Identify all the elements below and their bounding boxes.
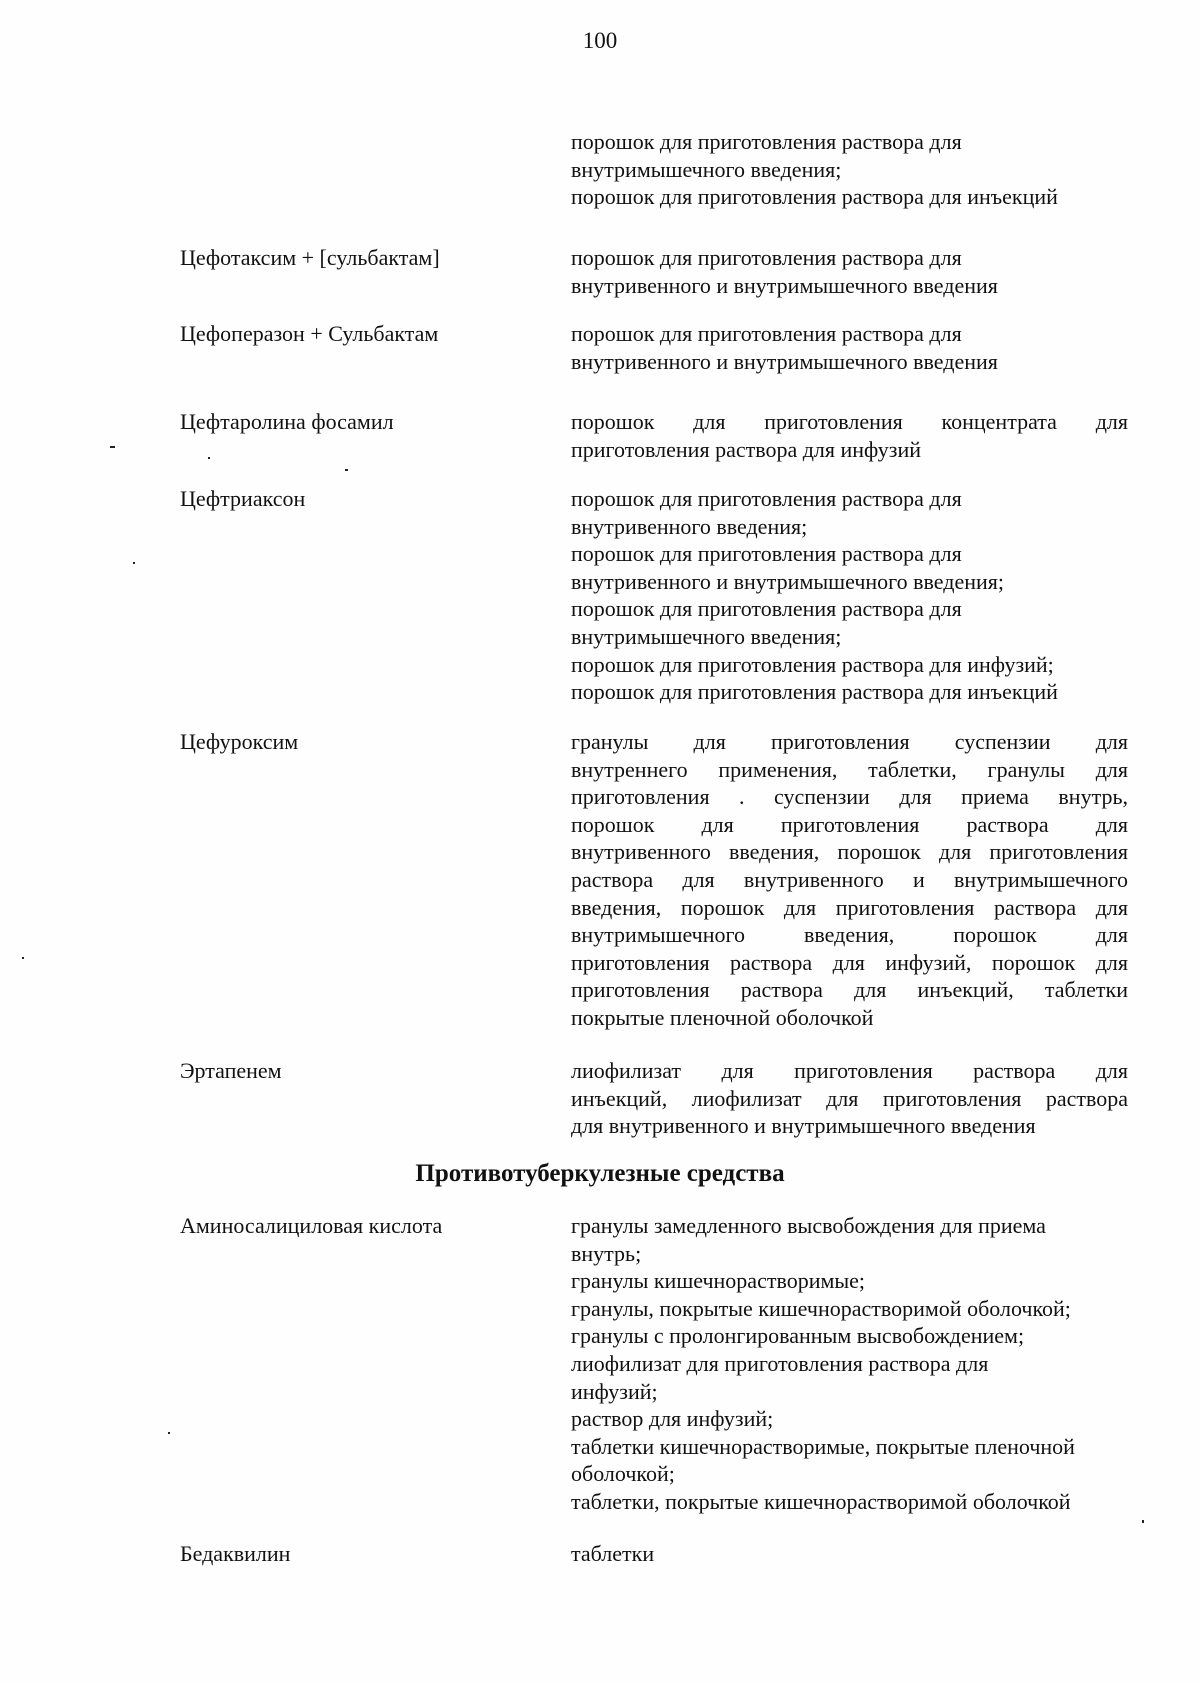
- scan-speck: [1142, 1520, 1144, 1523]
- form-line: лиофилизат для приготовления раствора для: [571, 1058, 1128, 1083]
- scan-speck: [133, 562, 135, 564]
- form-line: раствора для внутривенного и внутримышечного: [571, 866, 1128, 892]
- form-line: порошок для приготовления раствора для: [571, 811, 1128, 837]
- form-line: гранулы замедленного высвобождения для приема: [571, 1213, 1046, 1238]
- drug-name: Эртапенем: [180, 1058, 282, 1083]
- drug-name: Цефуроксим: [180, 729, 299, 754]
- scan-speck: [110, 446, 115, 448]
- form-line: таблетки: [571, 1541, 655, 1566]
- form-line: приготовления раствора для инъекций, таблетки: [571, 977, 1128, 1003]
- dosage-forms: [571, 128, 1128, 211]
- form-line: инъекций, лиофилизат для приготовления раствора: [571, 1085, 1128, 1111]
- form-line: введения, порошок для приготовления раствора для: [571, 894, 1128, 920]
- dosage-forms: [571, 244, 1128, 299]
- form-line: внутримышечного введения, порошок для: [571, 922, 1128, 948]
- scan-speck: [208, 457, 210, 459]
- form-line: внутримышечного введения;: [571, 156, 842, 182]
- form-line: для внутривенного и внутримышечного введения: [571, 1113, 1036, 1139]
- drug-name: Аминосалициловая кислота: [180, 1213, 443, 1238]
- form-line: внутривенного и внутримышечного введения: [571, 348, 998, 374]
- form-line: порошок для приготовления раствора для: [571, 541, 962, 567]
- form-line: приготовления раствора для инфузий, порошок для: [571, 949, 1128, 975]
- drug-name: Цефоперазон + Сульбактам: [180, 321, 439, 346]
- drug-name: Цефотаксим + [сульбактам]: [180, 245, 440, 270]
- drug-name: Цефтаролина фосамил: [180, 409, 394, 434]
- form-line: порошок для приготовления раствора для: [571, 321, 962, 346]
- form-line: лиофилизат для приготовления раствора для: [571, 1350, 989, 1376]
- dosage-forms: [571, 320, 1128, 375]
- form-line: внутривенного введения;: [571, 513, 808, 539]
- dosage-forms: [571, 485, 1128, 706]
- form-line: гранулы, покрытые кишечнорастворимой оболочкой;: [571, 1295, 1071, 1321]
- form-line: гранулы кишечнорастворимые;: [571, 1268, 866, 1294]
- dosage-forms: [571, 408, 1128, 463]
- form-line: порошок для приготовления концентрата для: [571, 409, 1128, 434]
- form-line: порошок для приготовления раствора для инфузий;: [571, 651, 1054, 677]
- scan-speck: [168, 1432, 170, 1434]
- form-line: порошок для приготовления раствора для: [571, 129, 962, 154]
- form-line: порошок для приготовления раствора для: [571, 245, 962, 270]
- dosage-forms: [571, 1057, 1128, 1140]
- form-line: инфузий;: [571, 1378, 658, 1404]
- form-line: внутримышечного введения;: [571, 623, 842, 649]
- form-line: таблетки кишечнорастворимые, покрытые пленочной: [571, 1433, 1075, 1459]
- form-line: приготовления раствора для инфузий: [571, 436, 921, 462]
- scan-speck: [22, 957, 24, 959]
- dosage-forms: [571, 1212, 1128, 1516]
- form-line: внутривенного и внутримышечного введения: [571, 272, 998, 298]
- form-line: внутривенного введения, порошок для приготовления: [571, 839, 1128, 865]
- form-line: гранулы для приготовления суспензии для: [571, 729, 1128, 754]
- section-heading: Противотуберкулезные средства: [415, 1160, 785, 1187]
- form-line: гранулы с пролонгированным высвобождением;: [571, 1323, 1025, 1349]
- page-number: 100: [582, 28, 618, 53]
- form-line: порошок для приготовления раствора для инъекций: [571, 679, 1058, 705]
- form-line: внутривенного и внутримышечного введения;: [571, 568, 1004, 594]
- form-line: порошок для приготовления раствора для: [571, 486, 962, 511]
- form-line: внутреннего применения, таблетки, гранулы для: [571, 756, 1128, 782]
- dosage-forms: [571, 1540, 1128, 1568]
- form-line: порошок для приготовления раствора для: [571, 596, 962, 622]
- drug-name: Цефтриаксон: [180, 486, 306, 511]
- form-line: порошок для приготовления раствора для инъекций: [571, 184, 1058, 210]
- scan-speck: [345, 469, 348, 471]
- form-line: приготовления . суспензии для приема внутрь,: [571, 784, 1128, 810]
- dosage-forms: [571, 728, 1128, 1032]
- drug-name: Бедаквилин: [180, 1541, 291, 1566]
- form-line: раствор для инфузий;: [571, 1406, 774, 1432]
- form-line: оболочкой;: [571, 1461, 675, 1487]
- form-line: внутрь;: [571, 1240, 642, 1266]
- form-line: покрытые пленочной оболочкой: [571, 1004, 874, 1030]
- form-line: таблетки, покрытые кишечнорастворимой оболочкой: [571, 1488, 1071, 1514]
